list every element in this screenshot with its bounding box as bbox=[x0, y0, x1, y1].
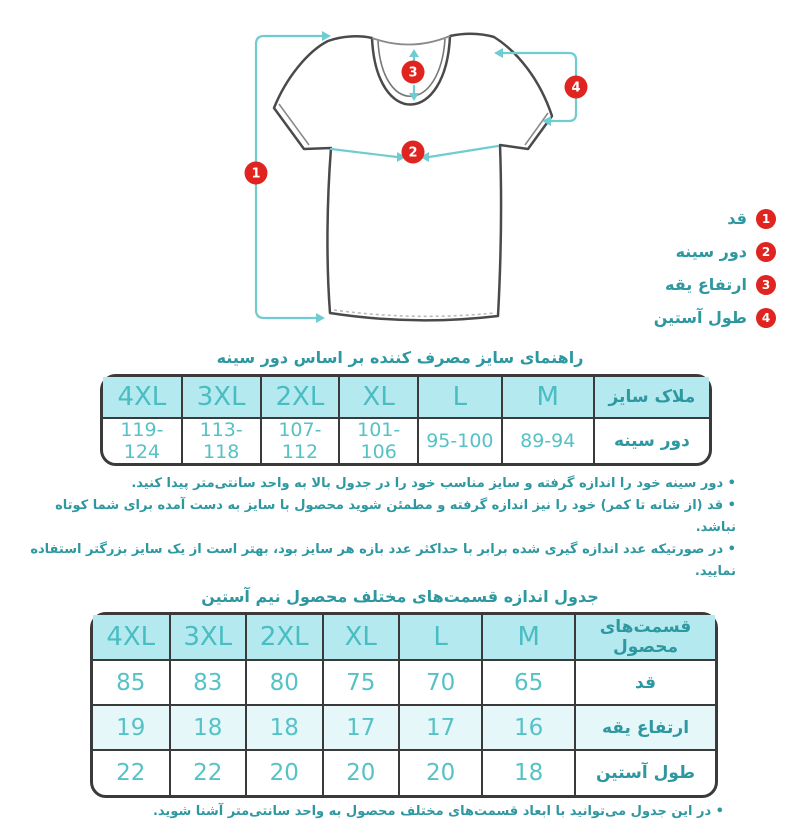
size-header-cell: M bbox=[502, 377, 594, 418]
svg-text:4: 4 bbox=[571, 80, 581, 96]
length-cell: 80 bbox=[246, 660, 323, 705]
marker-3-circle bbox=[402, 61, 425, 84]
note-item: • قد (از شانه تا کمر) خود را نیز اندازه گرفته و مطمئن شوید محصول با سایز به دست آمده برای شما کوتاه نباشد. bbox=[24, 495, 736, 539]
parts-table-footnote: • در این جدول می‌توانید با ابعاد قسمت‌های مختلف محصول به واحد سانتی‌متر آشنا شوید. bbox=[0, 798, 800, 819]
sleeve-length-cell: 20 bbox=[399, 750, 482, 795]
collar-height-row-label-cell: ارتفاع یقه bbox=[575, 705, 715, 750]
chest-range-cell: 107-112 bbox=[261, 418, 340, 463]
chest-range-cell: 119-124 bbox=[103, 418, 182, 463]
sleeve-length-cell: 18 bbox=[482, 750, 575, 795]
parts-header-cell: قسمت‌های محصول bbox=[575, 615, 715, 660]
size-guide-table bbox=[100, 374, 712, 466]
length-cell: 65 bbox=[482, 660, 575, 705]
size-guide-title: راهنمای سایز مصرف کننده بر اساس دور سینه bbox=[216, 348, 584, 367]
size-header-cell: M bbox=[482, 615, 575, 660]
length-cell: 83 bbox=[170, 660, 247, 705]
chest-range-row bbox=[103, 418, 709, 463]
tshirt-diagram-svg bbox=[230, 8, 620, 344]
length-row bbox=[93, 660, 715, 705]
legend-label: دور سینه bbox=[675, 242, 747, 261]
marker-3-badge: 3 bbox=[756, 275, 776, 295]
parts-size-table bbox=[90, 612, 718, 798]
arrowhead bbox=[316, 313, 325, 323]
svg-text:2: 2 bbox=[408, 145, 418, 161]
legend-label: قد bbox=[727, 209, 747, 228]
collar-height-cell: 18 bbox=[170, 705, 247, 750]
svg-text:3: 3 bbox=[408, 65, 418, 81]
size-header-cell: 4XL bbox=[103, 377, 182, 418]
size-header-row bbox=[103, 377, 709, 418]
chest-range-cell: 95-100 bbox=[418, 418, 502, 463]
back-neck-line bbox=[372, 36, 450, 45]
legend-item-chest bbox=[654, 235, 776, 268]
note-item: • در صورتیکه عدد اندازه گیری شده برابر با حداکثر عدد بازه هر سایز بود، بهتر است از یک سایز بزرگتر استفاده نمایید. bbox=[24, 539, 736, 583]
chest-row-label-cell: دور سینه bbox=[594, 418, 709, 463]
sleeve-length-cell: 22 bbox=[170, 750, 247, 795]
size-header-cell: 2XL bbox=[246, 615, 323, 660]
collar-height-cell: 16 bbox=[482, 705, 575, 750]
tshirt-measurement-diagram bbox=[0, 0, 800, 346]
parts-table-title: جدول اندازه قسمت‌های مختلف محصول نیم آستین bbox=[201, 587, 599, 606]
sleeve-length-cell: 20 bbox=[246, 750, 323, 795]
size-header-cell: L bbox=[399, 615, 482, 660]
legend-label: ارتفاع یقه bbox=[665, 275, 747, 294]
marker-2-badge: 2 bbox=[756, 242, 776, 262]
marker-1-badge: 1 bbox=[756, 209, 776, 229]
size-header-cell: 4XL bbox=[93, 615, 170, 660]
marker-2-circle bbox=[402, 141, 425, 164]
length-cell: 85 bbox=[93, 660, 170, 705]
marker-1-circle bbox=[245, 162, 268, 185]
collar-height-cell: 17 bbox=[399, 705, 482, 750]
sleeve-length-cell: 22 bbox=[93, 750, 170, 795]
marker-4-circle bbox=[565, 76, 588, 99]
note-item: • دور سینه خود را اندازه گرفته و سایز مناسب خود را در جدول بالا به واحد سانتی‌متر پیدا کنید. bbox=[24, 473, 736, 495]
legend-label: طول آستین bbox=[653, 308, 747, 327]
size-header-cell: 2XL bbox=[261, 377, 340, 418]
length-cell: 70 bbox=[399, 660, 482, 705]
marker-4-badge: 4 bbox=[756, 308, 776, 328]
collar-height-cell: 19 bbox=[93, 705, 170, 750]
svg-text:1: 1 bbox=[251, 166, 261, 182]
legend-item-sleeve bbox=[654, 301, 776, 334]
size-header-cell: 3XL bbox=[170, 615, 247, 660]
legend-item-length bbox=[654, 202, 776, 235]
size-criteria-header-cell: ملاک سایز bbox=[594, 377, 709, 418]
measurement-legend bbox=[654, 202, 776, 334]
collar-height-row bbox=[93, 705, 715, 750]
chest-range-cell: 113-118 bbox=[182, 418, 261, 463]
size-header-cell: L bbox=[418, 377, 502, 418]
size-header-cell: XL bbox=[323, 615, 400, 660]
parts-header-row bbox=[93, 615, 715, 660]
legend-item-collar bbox=[654, 268, 776, 301]
chest-range-cell: 89-94 bbox=[502, 418, 594, 463]
sleeve-length-cell: 20 bbox=[323, 750, 400, 795]
sleeve-length-row-label-cell: طول آستین bbox=[575, 750, 715, 795]
arrowhead bbox=[409, 49, 419, 57]
collar-height-cell: 17 bbox=[323, 705, 400, 750]
collar-height-cell: 18 bbox=[246, 705, 323, 750]
size-guide-notes bbox=[0, 466, 800, 583]
chest-range-cell: 101-106 bbox=[339, 418, 418, 463]
sleeve-length-row bbox=[93, 750, 715, 795]
size-header-cell: 3XL bbox=[182, 377, 261, 418]
size-header-cell: XL bbox=[339, 377, 418, 418]
length-row-label-cell: قد bbox=[575, 660, 715, 705]
length-cell: 75 bbox=[323, 660, 400, 705]
